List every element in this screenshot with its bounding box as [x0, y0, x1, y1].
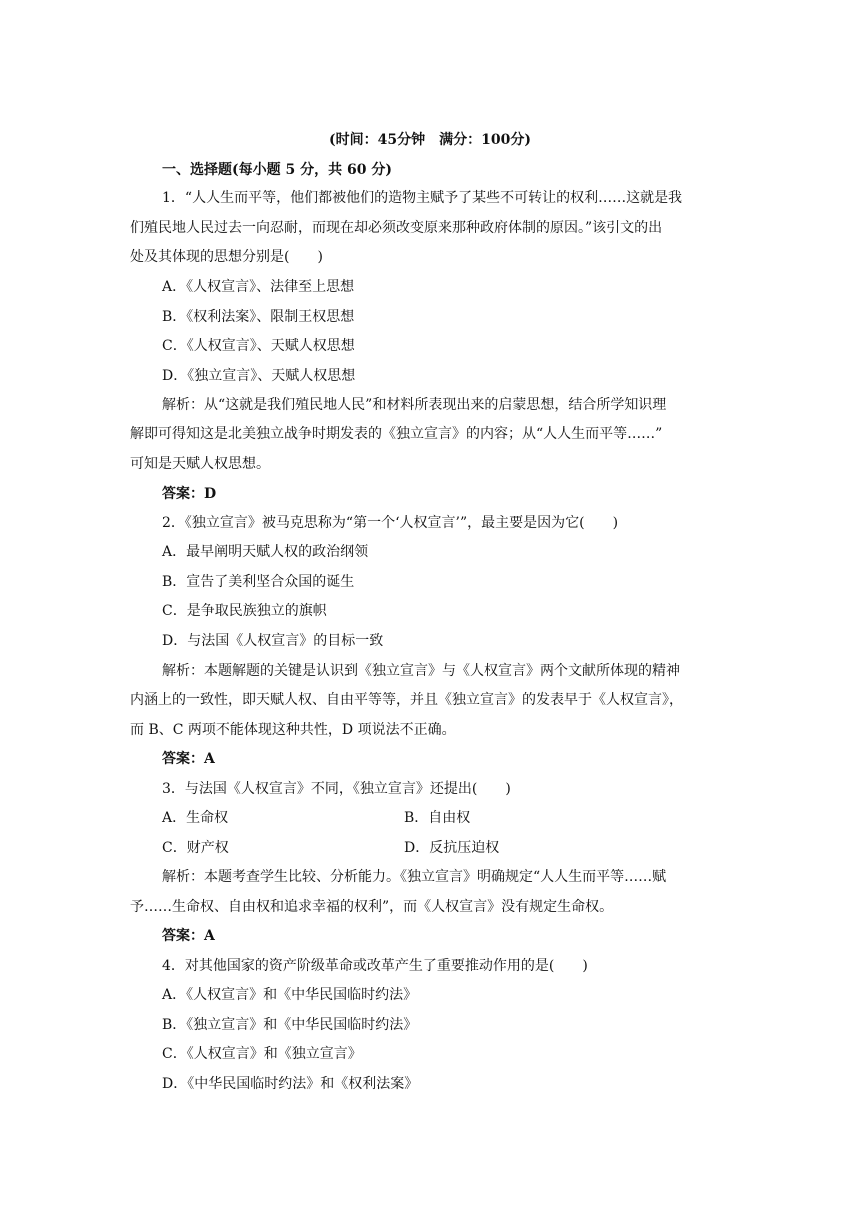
q3-option-a: A．生命权 [162, 810, 229, 826]
q2-option-d: D．与法国《人权宣言》的目标一致 [162, 633, 384, 649]
q3-answer: 答案：A [162, 928, 215, 944]
q1-option-b: B．《权利法案》、限制王权思想 [162, 309, 355, 325]
q4-option-c: C．《人权宣言》和《独立宣言》 [162, 1046, 362, 1062]
q2-option-a: A．最早阐明天赋人权的政治纲领 [162, 544, 369, 560]
q1-stem-line-3: 处及其体现的思想分别是( ) [130, 249, 323, 265]
q3-analysis-line-2: 予……生命权、自由权和追求幸福的权利”，而《人权宣言》没有规定生命权。 [130, 899, 614, 915]
q4-stem: 4．对其他国家的资产阶级革命或改革产生了重要推动作用的是( ) [162, 958, 588, 974]
q4-option-a: A．《人权宣言》和《中华民国临时约法》 [162, 987, 418, 1003]
section-title: 一、选择题(每小题 5 分，共 60 分) [162, 162, 392, 178]
q4-option-d: D．《中华民国临时约法》和《权利法案》 [162, 1076, 419, 1092]
q2-option-b: B．宣告了美利坚合众国的诞生 [162, 574, 355, 590]
q3-option-c: C．财产权 [162, 840, 229, 856]
q1-option-a: A．《人权宣言》、法律至上思想 [162, 279, 355, 295]
q1-option-c: C．《人权宣言》、天赋人权思想 [162, 338, 355, 354]
exam-header: (时间：45分钟 满分：100分) [329, 132, 531, 148]
q3-option-b: B．自由权 [404, 810, 471, 826]
q1-option-d: D．《独立宣言》、天赋人权思想 [162, 368, 356, 384]
q3-analysis-line-1: 解析：本题考查学生比较、分析能力。《独立宣言》明确规定“人人生而平等……赋 [162, 869, 667, 885]
q2-analysis-line-1: 解析：本题解题的关键是认识到《独立宣言》与《人权宣言》两个文献所体现的精神 [162, 663, 680, 679]
q2-answer: 答案：A [162, 751, 215, 767]
q4-option-b: B．《独立宣言》和《中华民国临时约法》 [162, 1017, 418, 1033]
q1-stem-line-1: 1．“人人生而平等，他们都被他们的造物主赋予了某些不可转让的权利……这就是我 [162, 190, 683, 206]
q3-stem: 3．与法国《人权宣言》不同，《独立宣言》还提出( ) [162, 781, 511, 797]
q2-analysis-line-2: 内涵上的一致性，即天赋人权、自由平等等，并且《独立宣言》的发表早于《人权宣言》， [130, 692, 683, 708]
q2-option-c: C．是争取民族独立的旗帜 [162, 603, 327, 619]
q3-option-d: D．反抗压迫权 [404, 840, 500, 856]
q1-answer: 答案：D [162, 486, 217, 502]
q2-analysis-line-3: 而 B、C 两项不能体现这种共性，D 项说法不正确。 [130, 722, 456, 738]
q1-analysis-line-2: 解即可得知这是北美独立战争时期发表的《独立宣言》的内容；从“人人生而平等……” [130, 426, 663, 442]
q1-analysis-line-3: 可知是天赋人权思想。 [130, 456, 270, 472]
q2-stem: 2．《独立宣言》被马克思称为“第一个‘人权宣言’”，最主要是因为它( ) [162, 515, 619, 531]
q1-analysis-line-1: 解析：从“这就是我们殖民地人民”和材料所表现出来的启蒙思想，结合所学知识理 [162, 397, 667, 413]
q1-stem-line-2: 们殖民地人民过去一向忍耐，而现在却必须改变原来那种政府体制的原因。”该引文的出 [130, 220, 663, 236]
